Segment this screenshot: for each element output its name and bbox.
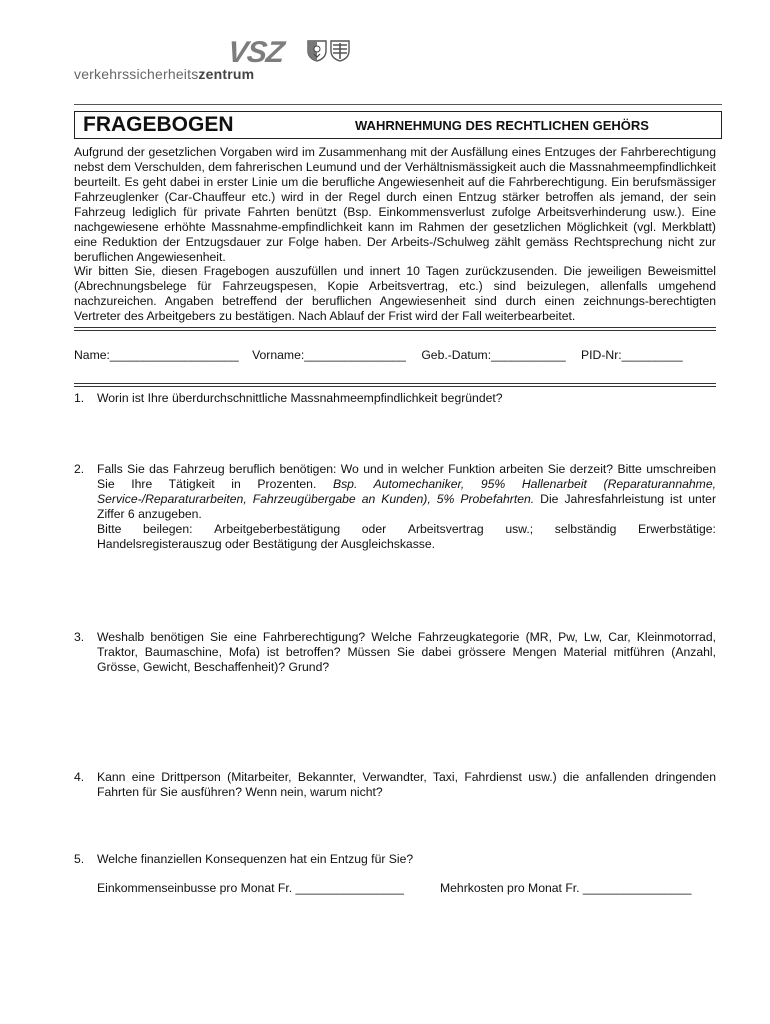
question-text: Worin ist Ihre überdurchschnittliche Massnahmeempfindlichkeit begründet? <box>97 391 503 405</box>
vsz-logo-text: VSZ <box>226 36 286 69</box>
canton-crest-icon <box>330 40 350 62</box>
income-loss-field[interactable]: Einkommenseinbusse pro Monat Fr. ________________ <box>97 881 404 895</box>
title-box <box>74 111 722 139</box>
question-text: Welche finanziellen Konsequenzen hat ein Entzug für Sie? <box>97 852 414 866</box>
question-number: 1. <box>74 391 85 405</box>
section-divider <box>74 327 716 331</box>
attachment-note-line-2: Handelsregisterauszug oder Bestätigung der Ausgleichskasse. <box>97 537 436 551</box>
intro-paragraph-2: Wir bitten Sie, diesen Fragebogen auszufüllen und innert 10 Tagen zurückzusenden. Die jeweiligen Beweismittel (Abrechnungsbelege für Fahrzeugspesen, Kopie Arbeitsvertrag, etc.) sind beizulegen, allenfalls umgehend nachzureichen. Angaben betreffend der beruflichen Angewiesenheit sind durch einen zeichnungs-berechtigten Vertreter des Arbeitgebers zu bestätigen. Nach Ablauf der Frist wird der Fall weiterbearbeitet. <box>74 264 716 323</box>
pid-nr-field[interactable]: PID-Nr:_________ <box>581 348 683 362</box>
question-4 <box>74 770 716 800</box>
vorname-field[interactable]: Vorname:_______________ <box>252 348 406 362</box>
question-number: 5. <box>74 852 85 866</box>
personal-fields <box>74 348 716 363</box>
page-title: FRAGEBOGEN <box>83 113 234 136</box>
question-3 <box>74 630 716 675</box>
question-text: Kann eine Drittperson (Mitarbeiter, Bekannter, Verwandter, Taxi, Fahrdienst usw.) die anfallenden dringenden Fahrten für Sie ausführen? Wenn nein, warum nicht? <box>97 770 716 799</box>
question-text: Weshalb benötigen Sie eine Fahrberechtigung? Welche Fahrzeugkategorie (MR, Pw, Lw, Car, Kleinmotorrad, Traktor, Baumaschine, Mofa) ist betroffen? Müssen Sie dabei grössere Mengen Material mitführen (Anzahl, Grösse, Gewicht, Beschaffenheit)? Grund? <box>97 630 716 674</box>
canton-crest-icon <box>307 40 327 62</box>
vsz-logo <box>74 38 364 84</box>
header-rule <box>74 104 722 105</box>
question-number: 4. <box>74 770 85 784</box>
question-number: 3. <box>74 630 85 644</box>
question-1 <box>74 391 716 406</box>
extra-cost-field[interactable]: Mehrkosten pro Monat Fr. ________________ <box>440 881 692 895</box>
page-subtitle: WAHRNEHMUNG DES RECHTLICHEN GEHÖRS <box>355 118 649 133</box>
question-number: 2. <box>74 462 85 476</box>
intro-paragraph-1: Aufgrund der gesetzlichen Vorgaben wird im Zusammenhang mit der Ausfällung eines Entzuges der Fahrberechtigung nebst dem Verschulden, dem fahrerischen Leumund und der Verhältnismässigkeit auch die Massnahmeempfindlichkeit beurteilt. Es geht dabei in erster Linie um die berufliche Angewiesenheit auf die Fahrberechtigung. Ein berufsmässiger Fahrzeuglenker (Car-Chauffeur etc.) wird in der Regel durch einen Entzug stärker betroffen als jemand, der sein Fahrzeug lediglich für private Fahrten benützt (Bsp. Einkommensverlust zufolge Arbeitsverhinderung usw.). Eine nachgewiesene erhöhte Massnahme-empfindlichkeit kann im Rahmen der gesetzlichen Möglichkeit (vgl. Merkblatt) eine Reduktion der Entzugsdauer zur Folge haben. Der Arbeits-/Schulweg zählt gemäss Rechtsprechung nicht zur beruflichen Angewiesenheit. <box>74 145 716 264</box>
question-5 <box>74 852 716 867</box>
example-text: Bsp. Automechaniker, 95% Hallenarbeit (Reparaturannahme, Service-/Reparaturarbeiten, Fahrzeugübergabe an Kunden), 5% Probefahrten. <box>97 477 716 506</box>
attachment-note: Bitte beilegen: Arbeitgeberbestätigung oder Arbeitsvertrag usw.; selbständig Erwerbstätige: <box>97 522 716 536</box>
question-text: Falls Sie das Fahrzeug beruflich benötigen: Wo und in welcher Funktion arbeiten Sie derzeit? Bitte umschreiben Sie Ihre Tätigkeit in Prozenten. Bsp. Automechaniker, 95% Hallenarbeit (Reparaturannahme, Service-/Reparaturarbeiten, Fahrzeugübergabe an Kunden), 5% Probefahrten. Die Jahresfahrleistung ist unter Ziffer 6 anzugeben. Bitte beilegen: Arbeitgeberbestätigung oder Arbeitsvertrag usw.; selbständig Erwerbstätige: Handelsregisterauszug oder Bestätigung der Ausgleichskasse. <box>97 462 716 551</box>
geb-datum-field[interactable]: Geb.-Datum:___________ <box>421 348 566 362</box>
name-field[interactable]: Name:___________________ <box>74 348 239 362</box>
section-divider <box>74 383 716 387</box>
question-2 <box>74 462 716 552</box>
logo-wordmark: verkehrssicherheitszentrum <box>74 66 255 82</box>
